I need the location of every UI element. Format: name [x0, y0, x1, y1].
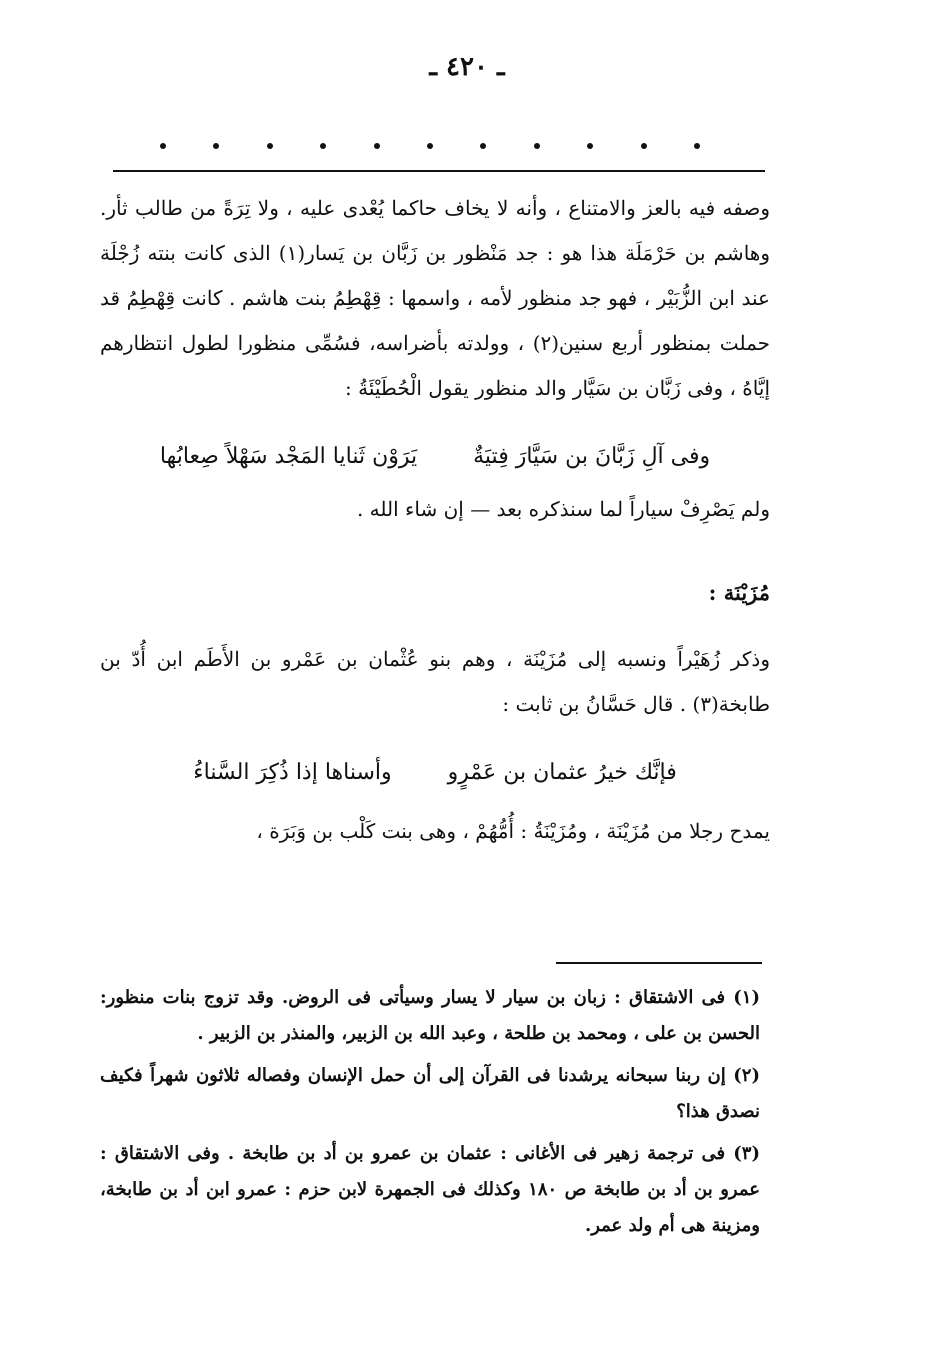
ornament-dot [267, 143, 273, 149]
verse-second-hemistich: وأسناها إذا ذُكِرَ السَّناءُ [193, 760, 392, 785]
ornament-dot [587, 143, 593, 149]
paragraph-muzaynah-mother: يمدح رجلا من مُزَيْنَة ، ومُزَيْنَةُ : أُمُّهُمْ ، وهى بنت كَلْب بن وَبَرَة ، [256, 819, 770, 843]
section-heading-muzaynah: مُزَيْنَة : [708, 580, 770, 605]
verse-hassan [100, 745, 770, 801]
header-divider [113, 170, 765, 172]
verse-hutayah [100, 429, 770, 485]
verse-first-hemistich: فإنَّك خيرُ عثمان بن عَمْرٍو [447, 760, 677, 785]
ornament-dot [694, 143, 700, 149]
ornament-dot [534, 143, 540, 149]
footnotes [100, 980, 760, 1250]
footnote-1: (١) فى الاشتقاق : زبان بن سيار لا يسار وسيأتى فى الروض. وقد تزوج بنات منظور: الحسن بن على ، ومحمد بن طلحة ، وعبد الله بن الزبير، والمنذر بن الزبير . [100, 987, 760, 1044]
paragraph-muzaynah: وذكر زُهَيْراً ونسبه إلى مُزَيْنَة ، وهم بنو عُثْمان بن عَمْرو بن الأَطَم ابن أُدّ بن طابخة(٣) . قال حَسَّانُ بن ثابت : [100, 647, 770, 716]
ornament-dot [320, 143, 326, 149]
ornament-dot [641, 143, 647, 149]
ornament-dot [160, 143, 166, 149]
paragraph-sayyar-note: ولم يَصْرِفْ سياراً لما سنذكره بعد — إن شاء الله . [356, 497, 770, 521]
footnote-2: (٢) إن ربنا سبحانه يرشدنا فى القرآن إلى أن حمل الإنسان وفصاله ثلاثون شهراً فكيف نصدق هذا؟ [100, 1065, 760, 1122]
ornament-dot [480, 143, 486, 149]
verse-first-hemistich: وفى آلِ زَبَّانَ بن سَيَّارَ فِتيَةٌ [473, 444, 711, 469]
page-number: ـ ٤٢٠ ـ [429, 52, 505, 82]
ornament-dot [427, 143, 433, 149]
ornament-dot [213, 143, 219, 149]
ornament-dot-row [160, 140, 700, 152]
main-text [100, 186, 770, 854]
footnote-divider [556, 962, 762, 964]
footnote-3: (٣) فى ترجمة زهير فى الأغانى : عثمان بن عمرو بن أد بن طابخة . وفى الاشتقاق : عمرو بن أد بن طابخة ص ١٨٠ وكذلك فى الجمهرة لابن حزم : عمرو ابن أد بن طابخة، ومزينة هى أم ولد عمر. [100, 1143, 760, 1236]
paragraph-hashim: وصفه فيه بالعز والامتناع ، وأنه لا يخاف حاكما يُعْدى عليه ، ولا تِرَةً من طالب ثأر. وهاشم بن حَرْمَلَة هذا هو : جد مَنْظور بن زَبَّان بن يَسار(١) الذى كانت بنته زُجْلَة عند ابن الزُّبَيْر ، فهو جد منظور لأمه ، واسمها : قِهْطِمُ بنت هاشم . كانت قِهْطِمُ قد حملت بمنظور أربع سنين(٢) ، وولدته بأضراسه، فسُمِّى منظورا لطول انتظارهم إيَّاهُ ، وفى زَبَّان بن سَيَّار والد منظور يقول الْحُطَيْئَةُ : [100, 196, 770, 400]
verse-second-hemistich: يَرَوْن ثَنايا المَجْد سَهْلاً صِعابُها [159, 444, 418, 469]
ornament-dot [374, 143, 380, 149]
